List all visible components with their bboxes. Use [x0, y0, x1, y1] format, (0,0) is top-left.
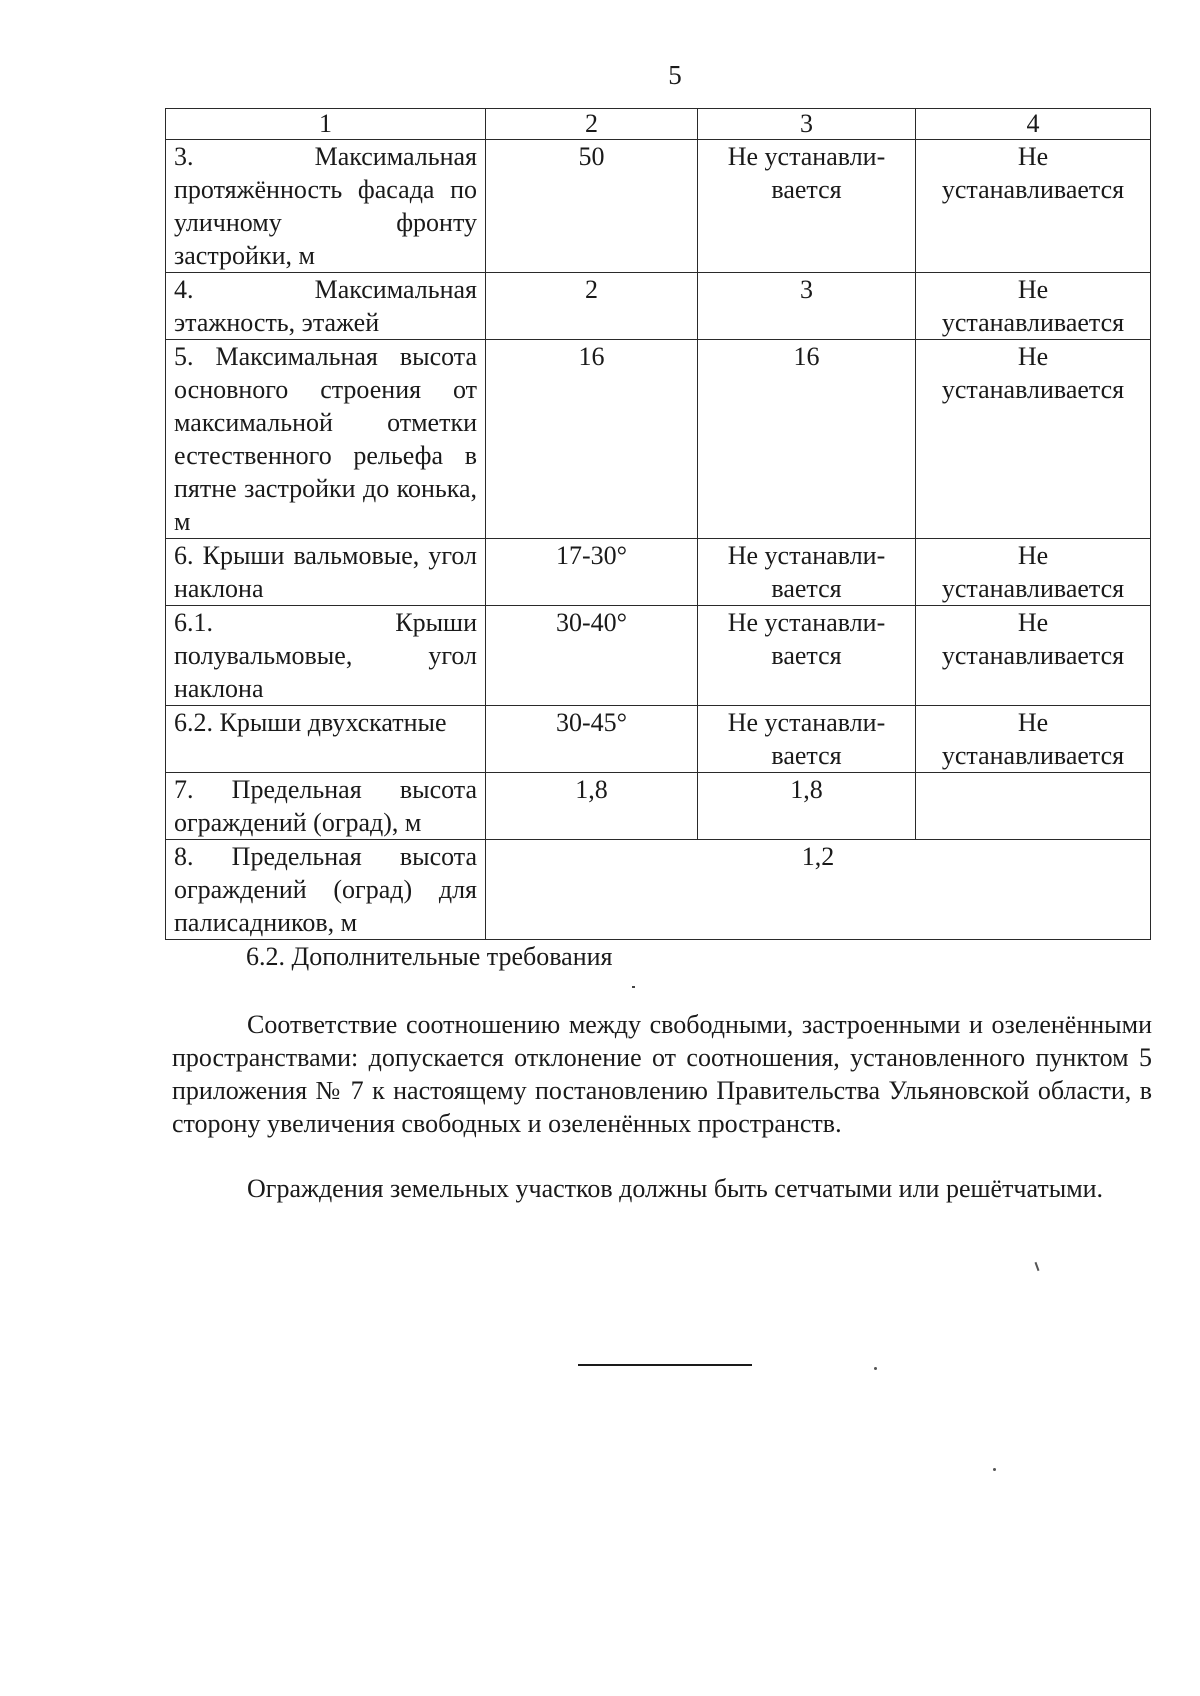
section-heading: 6.2. Дополнительные требования — [246, 942, 613, 971]
zone-value: 30-45° — [486, 706, 698, 773]
body-paragraph: Ограждения земельных участков должны быть сетчатыми или решётчатыми. — [247, 1174, 1104, 1203]
zone-value: 1,8 — [486, 773, 698, 840]
zone-value: 30-40° — [486, 606, 698, 706]
zone-value: 1,8 — [698, 773, 916, 840]
column-header: 3 — [698, 109, 916, 140]
zone-value: 17-30° — [486, 539, 698, 606]
scan-mark — [1035, 1262, 1040, 1271]
zone-value: Не устанавливается — [916, 340, 1151, 539]
table-row — [166, 140, 1151, 273]
zone-value: Не устанавливается — [916, 273, 1151, 340]
requirements-table-wrap — [165, 108, 1150, 940]
table-row — [166, 773, 1151, 840]
parameter-name: 8. Предельная высота ограждений (оград) для палисадников, м — [166, 840, 486, 940]
zone-value: Не устанавли- вается — [698, 140, 916, 273]
table-row — [166, 340, 1151, 539]
zone-value: 16 — [698, 340, 916, 539]
body-paragraph: Соответствие соотношению между свободными, застроенными и озеленёнными пространствами: допускается отклонение от соотношения, установленного пунктом 5 приложения № 7 к настоящему постановлению Правительства Ульяновской области, в сторону увеличения свободных и озеленённых пространств. — [172, 1010, 1152, 1138]
parameter-name: 7. Предельная высота ограждений (оград), м — [166, 773, 486, 840]
parameter-name: 6. Крыши вальмовые, угол наклона — [166, 539, 486, 606]
parameter-name: 3. Максимальная протяжённость фасада по уличному фронту застройки, м — [166, 140, 486, 273]
zone-value: 3 — [698, 273, 916, 340]
scan-mark — [993, 1468, 996, 1471]
table-row — [166, 606, 1151, 706]
zone-value — [916, 773, 1151, 840]
merged-value: 1,2 — [486, 840, 1151, 940]
column-header: 2 — [486, 109, 698, 140]
column-header: 1 — [166, 109, 486, 140]
table-header-row — [166, 109, 1151, 140]
requirements-table — [165, 108, 1151, 940]
zone-value: Не устанавливается — [916, 606, 1151, 706]
table-row — [166, 273, 1151, 340]
parameter-name: 6.2. Крыши двухскатные — [166, 706, 486, 773]
zone-value: 50 — [486, 140, 698, 273]
zone-value: Не устанавли- вается — [698, 606, 916, 706]
parameter-name: 4. Максимальная этажность, этажей — [166, 273, 486, 340]
scan-mark — [874, 1367, 877, 1370]
column-header: 4 — [916, 109, 1151, 140]
zone-value: Не устанавливается — [916, 140, 1151, 273]
zone-value: Не устанавливается — [916, 706, 1151, 773]
table-row — [166, 706, 1151, 773]
parameter-name: 6.1. Крыши полувальмовые, угол наклона — [166, 606, 486, 706]
zone-value: 2 — [486, 273, 698, 340]
zone-value: Не устанавли- вается — [698, 706, 916, 773]
table-row — [166, 840, 1151, 940]
closing-rule — [578, 1364, 752, 1366]
zone-value: 16 — [486, 340, 698, 539]
zone-value: Не устанавливается — [916, 539, 1151, 606]
page-number: 5 — [668, 60, 682, 90]
scan-mark — [632, 986, 635, 988]
zone-value: Не устанавли- вается — [698, 539, 916, 606]
table-row — [166, 539, 1151, 606]
parameter-name: 5. Максимальная высота основного строения от максимальной отметки естественного рельефа в пятне застройки до конька, м — [166, 340, 486, 539]
